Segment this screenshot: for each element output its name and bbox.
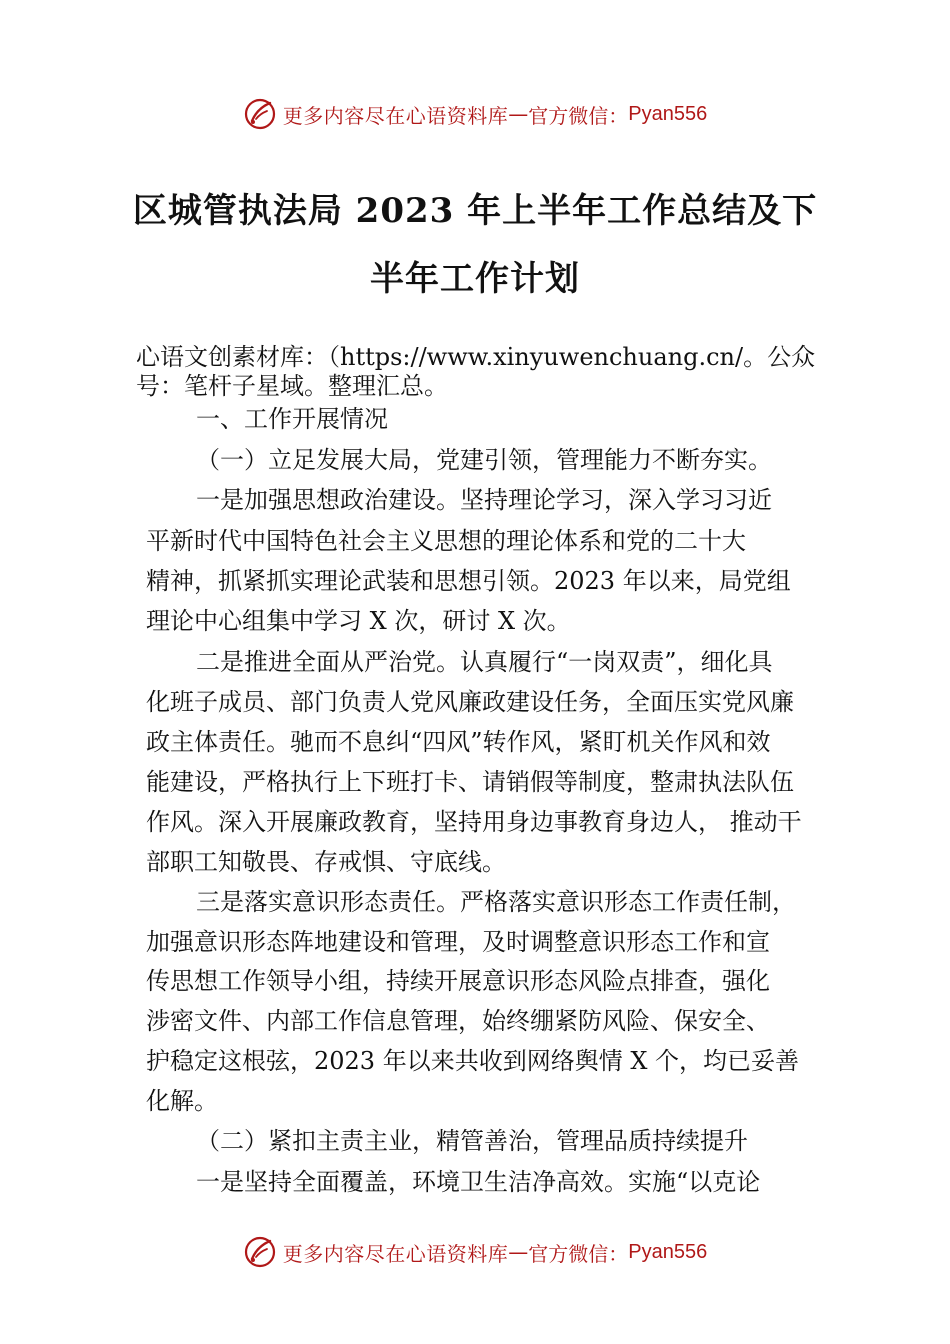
body-line: 一是坚持全面覆盖，环境卫生洁净高效。实施“以克论 <box>196 1168 761 1196</box>
body-line: 二是推进全面从严治党。认真履行“一岗双责”，细化具 <box>196 648 773 676</box>
watermark-banner-bottom <box>0 1232 950 1272</box>
watermark-text: 更多内容尽在心语资料库 <box>282 1241 509 1266</box>
watermark-wechat-id: Pyan556 <box>628 1240 708 1263</box>
subsection-heading: （二）紧扣主责主业，精管善治，管理品质持续提升 <box>196 1127 748 1155</box>
subsection-heading: （一）立足发展大局，党建引领，管理能力不断夯实。 <box>196 446 772 474</box>
document-title-line-2: 半年工作计划 <box>370 259 580 299</box>
body-line: 能建设，严格执行上下班打卡、请销假等制度，整肃执法队伍 <box>146 768 794 796</box>
body-line: 政主体责任。驰而不息纠“四风”转作风，紧盯机关作风和效 <box>146 728 771 756</box>
body-line: 三是落实意识形态责任。严格落实意识形态工作责任制， <box>196 888 796 916</box>
watermark-wechat-label: 官方微信： <box>528 1241 629 1266</box>
body-line: 作风。深入开展廉政教育，坚持用身边事教育身边人， 推动干 <box>146 808 802 836</box>
body-line: 加强意识形态阵地建设和管理，及时调整意识形态工作和宣 <box>146 928 770 956</box>
document-title-line-1: 区城管执法局 2023 年上半年工作总结及下 <box>132 191 818 231</box>
body-line: 传思想工作领导小组，持续开展意识形态风险点排查，强化 <box>146 967 770 995</box>
body-line: 涉密文件、内部工作信息管理，始终绷紧防风险、保安全、 <box>146 1007 770 1035</box>
watermark-text: 更多内容尽在心语资料库 <box>282 103 509 128</box>
body-line: 精神，抓紧抓实理论武装和思想引领。2023 年以来，局党组 <box>146 567 791 595</box>
body-line: 号：笔杆子星域。整理汇总。 <box>136 372 448 400</box>
body-line: 平新时代中国特色社会主义思想的理论体系和党的二十大 <box>146 527 746 555</box>
watermark-wechat-id: Pyan556 <box>628 102 708 125</box>
body-line: 化班子成员、部门负责人党风廉政建设任务，全面压实党风廉 <box>146 688 794 716</box>
body-line: 一是加强思想政治建设。坚持理论学习，深入学习习近 <box>196 486 772 514</box>
brush-logo-icon <box>243 97 277 131</box>
watermark-wechat-label: 官方微信： <box>528 103 629 128</box>
section-heading: 一、工作开展情况 <box>196 405 388 433</box>
body-line: 化解。 <box>146 1087 218 1115</box>
watermark-separator: — <box>508 1240 529 1264</box>
body-line: 理论中心组集中学习 X 次，研讨 X 次。 <box>146 607 571 635</box>
brush-logo-icon <box>243 1235 277 1269</box>
watermark-banner-top <box>0 94 950 134</box>
body-line: 心语文创素材库：（https://www.xinyuwenchuang.cn/。公众 <box>136 343 816 371</box>
watermark-separator: — <box>508 102 529 126</box>
body-line: 部职工知敬畏、存戒惧、守底线。 <box>146 848 506 876</box>
body-line: 护稳定这根弦，2023 年以来共收到网络舆情 X 个，均已妥善 <box>146 1047 800 1075</box>
